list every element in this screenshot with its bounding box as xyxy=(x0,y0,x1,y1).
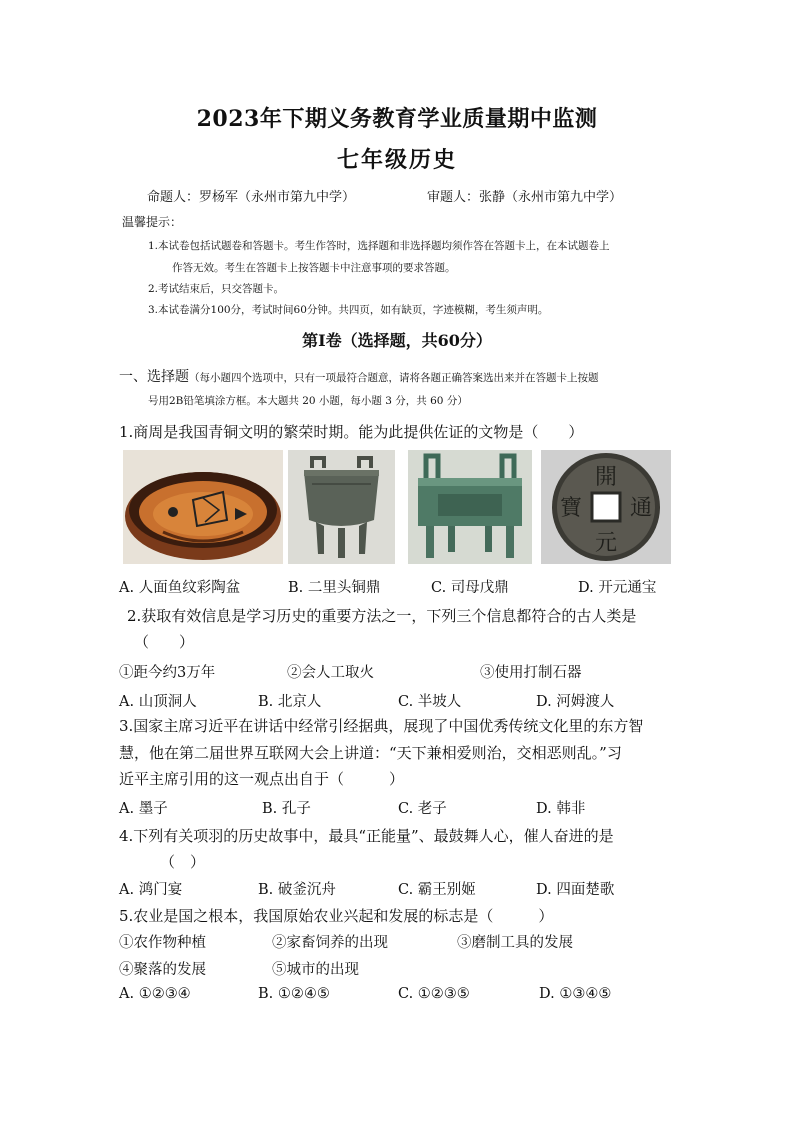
question-2-clue: ③使用打制石器 xyxy=(480,665,582,681)
coin-char: 開 xyxy=(594,465,618,490)
question-2-option-d[interactable]: D. 河姆渡人 xyxy=(536,694,615,710)
question-5-stem: 5.农业是国之根本，我国原始农业兴起和发展的标志是（ ） xyxy=(119,907,554,925)
question-2-clue: ①距今约3万年 xyxy=(119,665,216,681)
question-3-stem-line: 3.国家主席习近平在讲话中经常引经据典，展现了中国优秀传统文化里的东方智 xyxy=(119,717,644,735)
section-intro-line2: 号用2B铅笔填涂方框。本大题共 20 小题，每小题 3 分，共 60 分） xyxy=(148,395,468,407)
section-intro-label: 一、选择题 xyxy=(119,369,189,385)
question-2-option-c[interactable]: C. 半坡人 xyxy=(398,694,462,710)
question-5-clue: ④聚落的发展 xyxy=(119,962,206,978)
question-5-option-d[interactable]: D. ①③④⑤ xyxy=(539,986,612,1002)
exam-title: 2023年下期义务教育学业质量期中监测 xyxy=(196,106,598,132)
question-5-clue: ①农作物种植 xyxy=(119,935,206,951)
question-1-option-b[interactable]: B. 二里头铜鼎 xyxy=(288,580,381,596)
question-5-clue: ②家畜饲养的出现 xyxy=(272,935,388,951)
question-1-option-a[interactable]: A. 人面鱼纹彩陶盆 xyxy=(119,580,241,596)
painted-pottery-basin-image xyxy=(123,450,283,564)
section-intro-note: （每小题四个选项中，只有一项最符合题意，请将各题正确答案选出来并在答题卡上按题 xyxy=(189,372,599,384)
exam-subtitle: 七年级历史 xyxy=(336,147,457,173)
question-4-blank: （ ） xyxy=(160,853,206,871)
question-3-stem-line: 近平主席引用的这一观点出自于（ ） xyxy=(119,770,405,788)
question-5-option-c[interactable]: C. ①②③⑤ xyxy=(398,986,470,1002)
coin-char: 寶 xyxy=(559,496,583,521)
question-3-option-a[interactable]: A. 墨子 xyxy=(119,801,168,817)
question-5-option-b[interactable]: B. ①②④⑤ xyxy=(258,986,330,1002)
kaiyuan-coin-image xyxy=(541,450,671,564)
reviewer-line: 审题人：张静（永州市第九中学） xyxy=(427,190,623,205)
question-4-option-a[interactable]: A. 鸿门宴 xyxy=(119,882,183,898)
question-2-clue: ②会人工取火 xyxy=(287,665,374,681)
question-4-option-b[interactable]: B. 破釜沉舟 xyxy=(258,882,336,898)
coin-char: 通 xyxy=(629,496,653,521)
question-3-option-c[interactable]: C. 老子 xyxy=(398,801,447,817)
tip-item: 作答无效。考生在答题卡上按答题卡中注意事项的要求答题。 xyxy=(172,262,456,274)
question-1-option-c[interactable]: C. 司母戊鼎 xyxy=(431,580,509,596)
section-intro xyxy=(119,366,599,386)
question-4-stem: 4.下列有关项羽的历史故事中，最具“正能量”、最鼓舞人心，催人奋进的是 xyxy=(119,827,614,845)
question-5-clue: ⑤城市的出现 xyxy=(272,962,359,978)
question-2-option-b[interactable]: B. 北京人 xyxy=(258,694,322,710)
bronze-ding-tripod-image xyxy=(288,450,395,564)
question-2-option-a[interactable]: A. 山顶洞人 xyxy=(119,694,197,710)
question-2-blank: （ ） xyxy=(134,633,195,651)
question-3-option-b[interactable]: B. 孔子 xyxy=(262,801,311,817)
question-1-option-d[interactable]: D. 开元通宝 xyxy=(578,580,657,596)
coin-char: 元 xyxy=(594,531,618,556)
question-2-stem: 2.获取有效信息是学习历史的重要方法之一，下列三个信息都符合的古人类是 xyxy=(127,607,637,625)
author-line: 命题人：罗杨军（永州市第九中学） xyxy=(147,190,356,205)
tip-item: 1.本试卷包括试题卷和答题卡。考生作答时，选择题和非选择题均须作答在答题卡上，在本试题卷上 xyxy=(148,240,610,252)
square-bronze-ding-image xyxy=(408,450,532,564)
tips-heading: 温馨提示： xyxy=(122,215,183,229)
question-4-option-d[interactable]: D. 四面楚歌 xyxy=(536,882,615,898)
question-5-option-a[interactable]: A. ①②③④ xyxy=(119,986,191,1002)
tip-item: 2.考试结束后，只交答题卡。 xyxy=(148,283,285,295)
section-heading: 第Ⅰ卷（选择题，共60分） xyxy=(302,331,492,350)
question-1-stem: 1.商周是我国青铜文明的繁荣时期。能为此提供佐证的文物是（ ） xyxy=(119,423,584,441)
question-5-clue: ③磨制工具的发展 xyxy=(457,935,573,951)
question-3-stem-line: 慧，他在第二届世界互联网大会上讲道：“天下兼相爱则治，交相恶则乱。”习 xyxy=(119,744,622,762)
question-4-option-c[interactable]: C. 霸王别姬 xyxy=(398,882,476,898)
tip-item: 3.本试卷满分100分，考试时间60分钟。共四页，如有缺页，字迹模糊，考生须声明。 xyxy=(148,304,549,316)
question-3-option-d[interactable]: D. 韩非 xyxy=(536,801,586,817)
